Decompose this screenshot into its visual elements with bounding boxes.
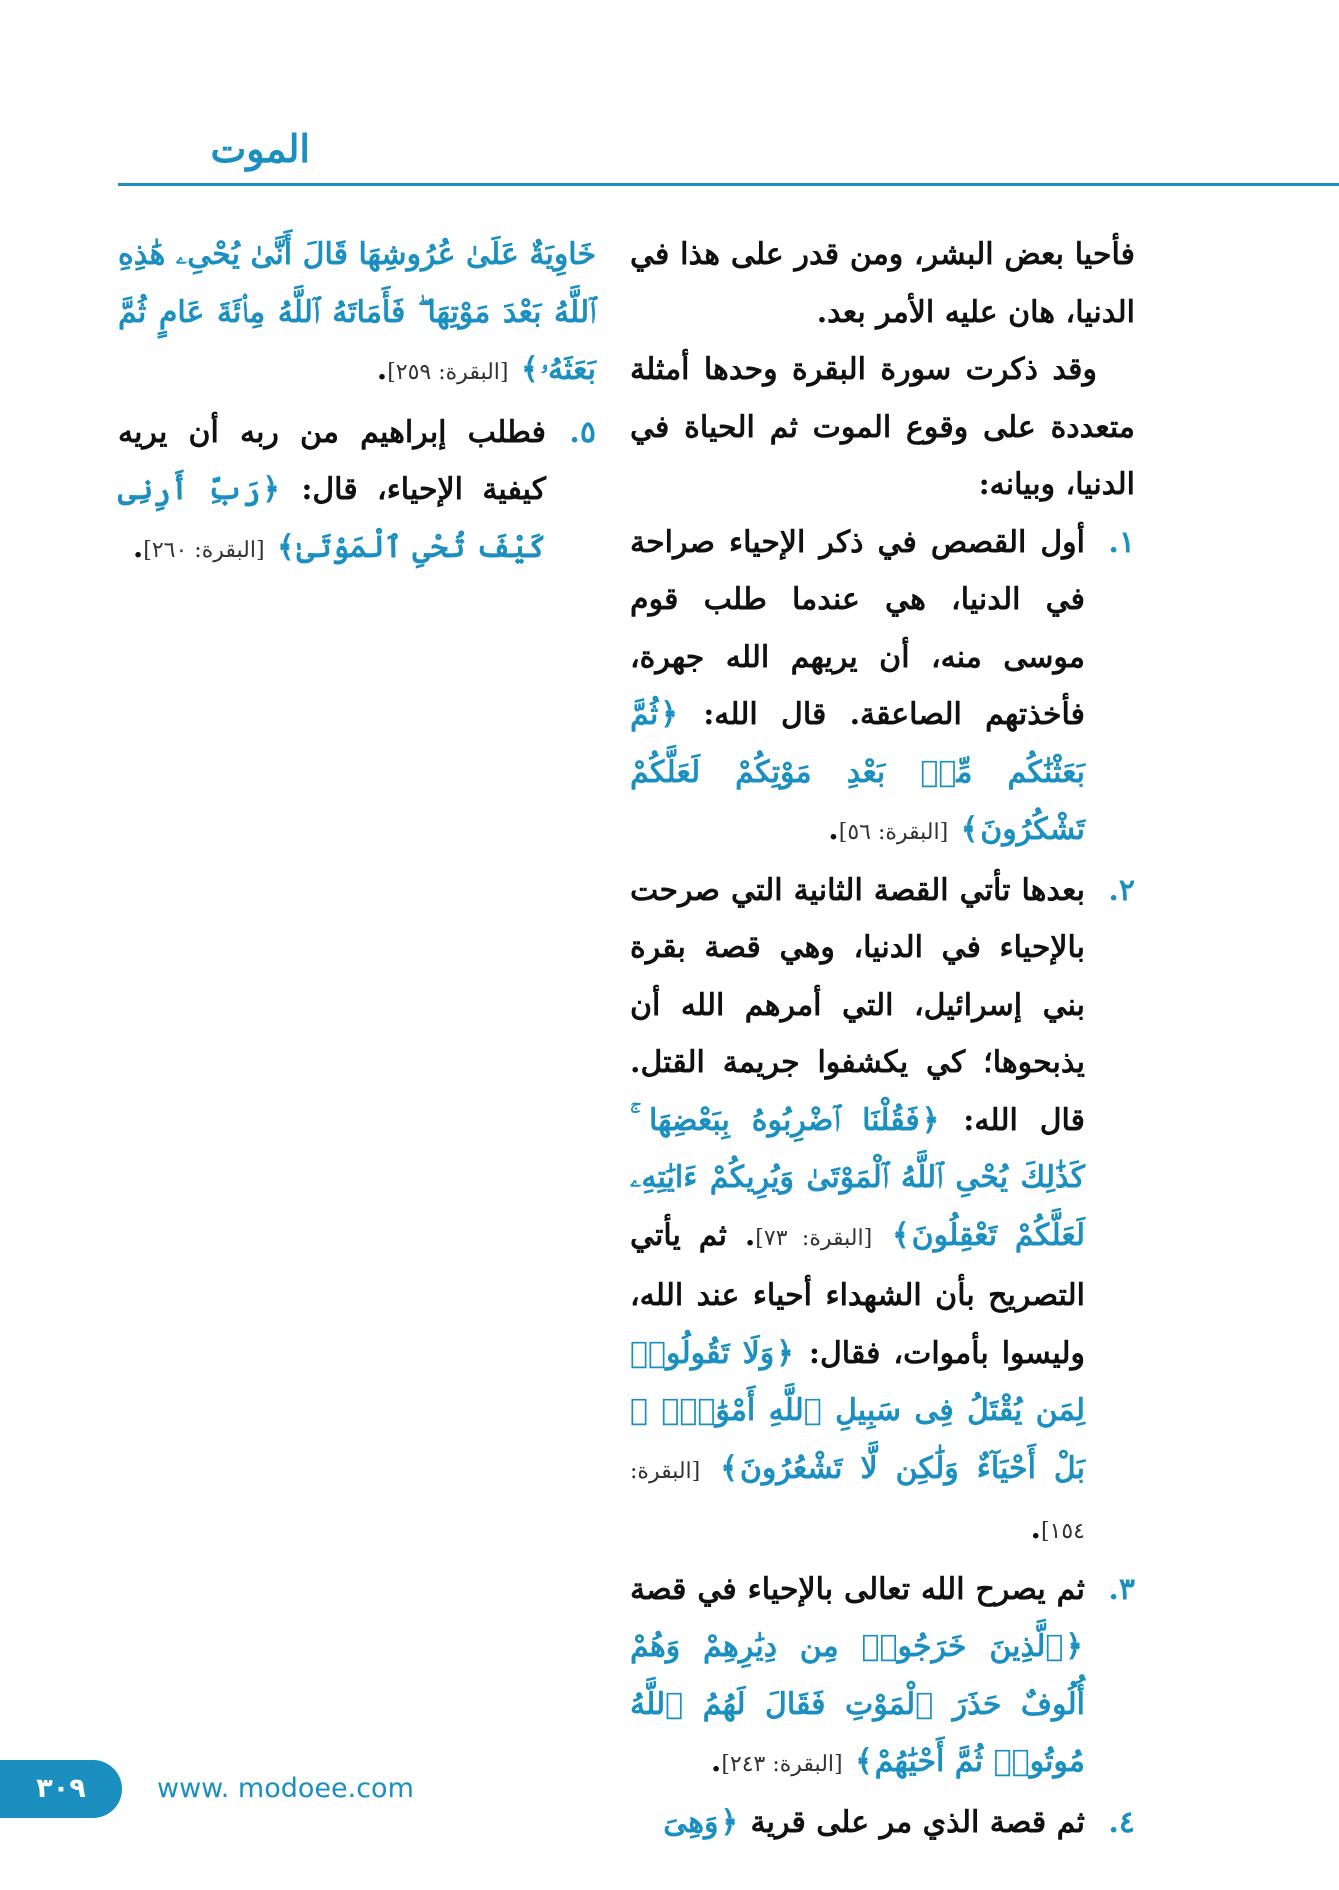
list-item-3-number: ٣. — [1108, 1571, 1135, 1607]
verse-continuation-end: . — [376, 352, 388, 387]
list-item-5-end: . — [132, 529, 144, 565]
quran-verse-3: وَلَا تَقُولُوا۟ لِمَن يُقْتَلُ فِى سَبِيلِ ٱللَّهِ أَمْوَٰتٌۢ ۚ بَلْ أَحْيَآءٌ وَلَٰكِن لَّا تَشْعُرُونَ — [630, 1335, 1085, 1486]
quran-bracket-close-icon: ﴾ — [960, 812, 979, 847]
verse-continuation-paragraph — [118, 226, 596, 402]
list-item-3-end: . — [710, 1744, 722, 1779]
quran-verse-2: فَقُلْنَا ٱضْرِبُوهُ بِبَعْضِهَا ۚ كَذَٰلِكَ يُحْىِ ٱللَّهُ ٱلْمَوْتَىٰ وَيُرِيكُمْ ءَايَٰتِهِۦ لَعَلَّكُمْ تَعْقِلُونَ — [630, 1102, 1085, 1253]
list-item-4-number: ٤. — [1108, 1804, 1135, 1840]
left-column — [118, 226, 596, 579]
list-item-1-number: ١. — [1108, 524, 1135, 560]
quran-bracket-open-icon: ﴿ — [660, 697, 678, 732]
quran-bracket-open-icon: ﴿ — [262, 472, 280, 507]
list-item-5-number: ٥. — [569, 414, 596, 450]
list-item-1 — [630, 514, 1135, 862]
verse-reference-5: [البقرة: ٢٥٩] — [387, 360, 509, 385]
list-item-2-text: بعدها تأتي القصة الثانية التي صرحت بالإحياء في الدنيا، وهي قصة بقرة بني إسرائيل، التي أمرهم الله أن يذبحوها؛ كي يكشفوا جريمة القتل. قال الله: — [630, 872, 1086, 1138]
intro-paragraph-2: وقد ذكرت سورة البقرة وحدها أمثلة متعددة على وقوع الموت ثم الحياة في الدنيا، وبيانه: — [630, 352, 1135, 502]
page-number-badge: ٣٠٩ — [0, 1760, 122, 1818]
quran-bracket-open-icon: ﴿ — [1065, 1629, 1083, 1664]
right-column — [630, 226, 1135, 1851]
list-item-4-text: ثم قصة الذي مر على قرية — [750, 1804, 1085, 1840]
quran-bracket-open-icon: ﴿ — [776, 1335, 794, 1371]
verse-reference-2: [البقرة: ٧٣] — [755, 1225, 873, 1251]
list-item-5 — [118, 404, 596, 580]
quran-bracket-close-icon: ﴾ — [720, 1450, 738, 1486]
list-item-5-text: فطلب إبراهيم من ربه أن يريه كيفية الإحياء، قال: — [118, 414, 546, 507]
quran-bracket-open-icon: ﴿ — [921, 1102, 940, 1138]
header-divider — [118, 183, 1339, 186]
quran-bracket-close-icon: ﴾ — [855, 1744, 873, 1779]
list-item-2-end: . — [1030, 1511, 1041, 1546]
quran-verse-4: ٱلَّذِينَ خَرَجُوا۟ مِن دِيَٰرِهِمْ وَهُمْ أُلُوفٌ حَذَرَ ٱلْمَوْتِ فَقَالَ لَهُمُ ٱللَّهُ مُوتُوا۟ ثُمَّ أَحْيَٰهُمْ — [630, 1629, 1085, 1779]
list-item-2-text-continued: . ثم يأتي التصريح بأن الشهداء أحياء عند الله، وليسوا بأموات، فقال: — [630, 1217, 1086, 1371]
verse-reference-1: [البقرة: ٥٦] — [838, 820, 949, 845]
list-item-1-end: . — [828, 812, 839, 847]
quran-verse-5-start: وَهِىَ — [663, 1804, 719, 1840]
list-item-4 — [630, 1794, 1135, 1852]
quran-verse-5-continued: خَاوِيَةٌ عَلَىٰ عُرُوشِهَا قَالَ أَنَّىٰ يُحْىِۦ هَٰذِهِ ٱللَّهُ بَعْدَ مَوْتِهَا ۖ فَأَمَاتَهُ ٱللَّهُ مِا۟ئَةَ عَامٍ ثُمَّ بَعَثَهُۥ — [118, 237, 596, 387]
list-item-1-text: أول القصص في ذكر الإحياء صراحة في الدنيا، هي عندما طلب قوم موسى منه، أن يريهم الله جهرة، فأخذتهم الصاعقة. قال الله: — [630, 524, 1085, 732]
page-header-title: الموت — [210, 126, 310, 171]
footer-website: www. modoee.com — [157, 1773, 414, 1804]
quran-bracket-close-icon: ﴾ — [277, 529, 295, 565]
list-item-2 — [630, 862, 1135, 1561]
verse-reference-6: [البقرة: ٢٦٠] — [143, 537, 265, 563]
quran-bracket-open-icon: ﴿ — [720, 1804, 739, 1840]
list-item-3-text: ثم يصرح الله تعالى بالإحياء في قصة — [630, 1571, 1085, 1607]
intro-paragraph-1: فأحيا بعض البشر، ومن قدر على هذا في الدنيا، هان عليه الأمر بعد. — [630, 237, 1135, 330]
quran-verse-1: ثُمَّ بَعَثْنَٰكُم مِّنۢ بَعْدِ مَوْتِكُمْ لَعَلَّكُمْ تَشْكُرُونَ — [630, 697, 1085, 847]
quran-verse-6: رَبِّ أَرِنِى كَيْفَ تُحْىِ ٱلْمَوْتَىٰ — [118, 472, 546, 565]
list-item-2-number: ٢. — [1108, 872, 1135, 908]
verse-reference-4: [البقرة: ٢٤٣] — [721, 1752, 843, 1777]
verse-reference-3: [البقرة: ١٥٤] — [630, 1458, 1085, 1544]
quran-bracket-close-icon: ﴾ — [892, 1217, 910, 1253]
quran-bracket-close-icon: ﴾ — [520, 352, 539, 387]
list-item-3 — [630, 1561, 1135, 1794]
